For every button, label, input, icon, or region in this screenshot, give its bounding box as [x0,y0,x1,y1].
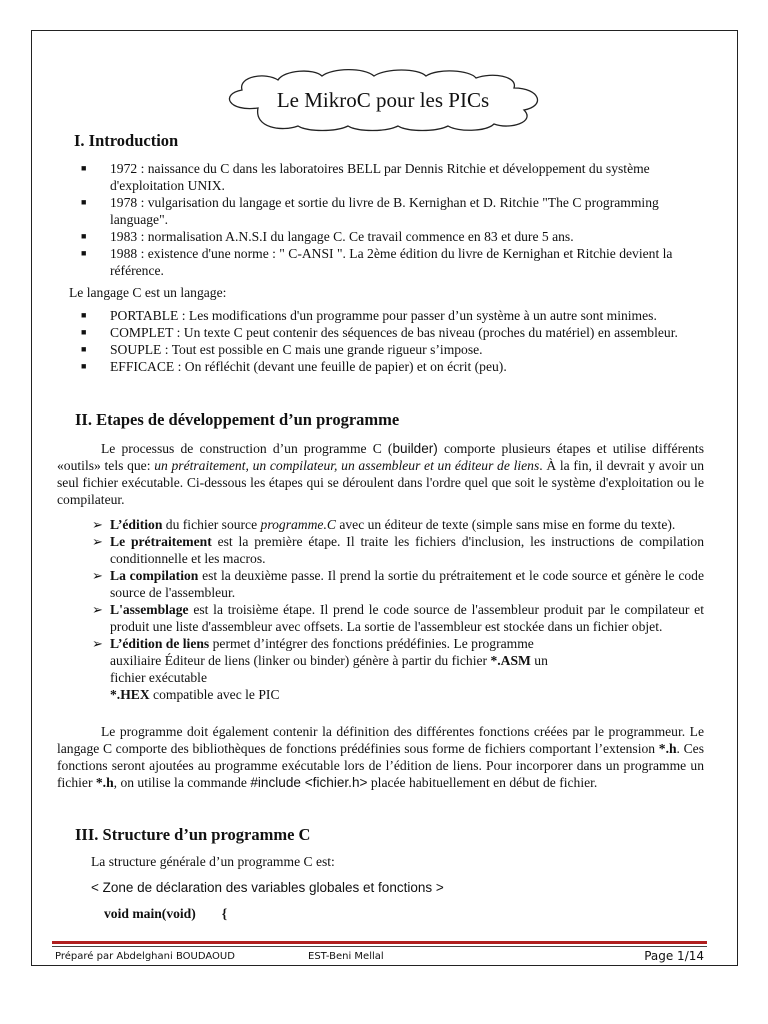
square-bullet-icon: ■ [81,248,87,258]
libraries-paragraph: Le programme doit également contenir la définition des différentes fonctions créées par le programmeur. Le langage C comporte des bibliothèques de fonctions prédéfinies sous forme de fichiers comportant l’extension *.h. Ces fonctions seront ajoutées au programme exécutable lors de l’édition de liens. Pour incorporer dans un programme un fichier *.h, on utilise la commande #include <fichier.h> placée habituellement en début de fichier. [57,724,704,790]
arrow-bullet-icon: ➢ [92,517,103,532]
list-item: ■ 1972 : naissance du C dans les laboratoires BELL par Dennis Ritchie et développement du système d'exploitation UNIX. [81,161,650,193]
title-cloud [218,68,548,132]
square-bullet-icon: ■ [81,327,87,337]
page-title: Le MikroC pour les PICs [276,88,490,112]
footer-rule-thin [52,946,707,947]
qualities-list [81,307,687,375]
section-2-heading: II. Etapes de développement d’un programme [75,410,400,429]
square-bullet-icon: ■ [81,163,87,173]
section-1-heading: I. Introduction [74,131,179,150]
list-item: ■ SOUPLE : Tout est possible en C mais une grande rigueur s’impose. [81,342,483,357]
footer-school: EST-Beni Mellal [308,951,384,962]
list-item: ➢ La compilation est la deuxième passe. Il prend la sortie du prétraitement et le code source et génère le code source de l'assembleur. [92,568,704,600]
footer-rule-red [52,941,707,944]
square-bullet-icon: ■ [81,310,87,320]
list-item: ■ 1978 : vulgarisation du langage et sortie du livre de B. Kernighan et D. Ritchie "The C programming language". [81,195,659,227]
list-item: ➢ L'assemblage est la troisième étape. Il prend le code source de l'assembleur produit par le compilateur et produit une liste d'assembleur avec offsets. La sortie de l'assembleur est stockée dans un fichier objet. [92,602,704,634]
arrow-bullet-icon: ➢ [92,534,103,549]
list-item: ■ 1988 : existence d'une norme : " C-ANSI ". La 2ème édition du livre de Kernighan et Ritchie devient la référence. [81,246,673,278]
page-number: Page 1/14 [644,949,704,963]
structure-intro: La structure générale d’un programme C est: [91,854,335,869]
language-intro: Le langage C est un langage: [69,285,227,300]
footer-author: Préparé par Abdelghani BOUDAOUD [55,951,235,962]
square-bullet-icon: ■ [81,197,87,207]
list-item: ■ COMPLET : Un texte C peut contenir des séquences de bas niveau (proches du matériel) en assembleur. [81,325,678,340]
arrow-bullet-icon: ➢ [92,568,103,583]
list-item: ➢ Le prétraitement est la première étape. Il traite les fichiers d'inclusion, les instructions de compilation conditionnelle et les macros. [92,534,705,566]
list-item: ■ EFFICACE : On réfléchit (devant une feuille de papier) et on écrit (peu). [81,359,507,374]
square-bullet-icon: ■ [81,231,87,241]
arrow-bullet-icon: ➢ [92,636,103,651]
history-list [81,160,687,279]
square-bullet-icon: ■ [81,361,87,371]
main-function: void main(void) { [104,906,228,921]
arrow-bullet-icon: ➢ [92,602,103,617]
square-bullet-icon: ■ [81,344,87,354]
declaration-zone: < Zone de déclaration des variables globales et fonctions > [91,880,444,895]
list-item: ■ PORTABLE : Les modifications d'un programme pour passer d’un système à un autre sont minimes. [81,308,657,323]
list-item: ➢ L’édition de liens permet d’intégrer des fonctions prédéfinies. Le programme auxiliaire Éditeur de liens (linker ou binder) génère à partir du fichier *.ASM un fichier exécutable *.HEX compatible avec le PIC [92,636,548,702]
steps-list [92,516,704,703]
build-process-paragraph: Le processus de construction d’un programme C (builder) comporte plusieurs étapes et utilise différents «outils» tels que: un prétraitement, un compilateur, un assembleur et un éditeur de liens. À la fin, il devrait y avoir un seul fichier exécutable. Ci-dessous les étapes qui se déroulent dans l'ordre quel que soit le système d'exploitation ou le compilateur. [57,441,704,507]
list-item: ➢ L’édition du fichier source programme.C avec un éditeur de texte (simple sans mise en forme du texte). [92,517,676,532]
section-3-heading: III. Structure d’un programme C [75,825,311,844]
list-item: ■ 1983 : normalisation A.N.S.I du langage C. Ce travail commence en 83 et dure 5 ans. [81,229,574,244]
